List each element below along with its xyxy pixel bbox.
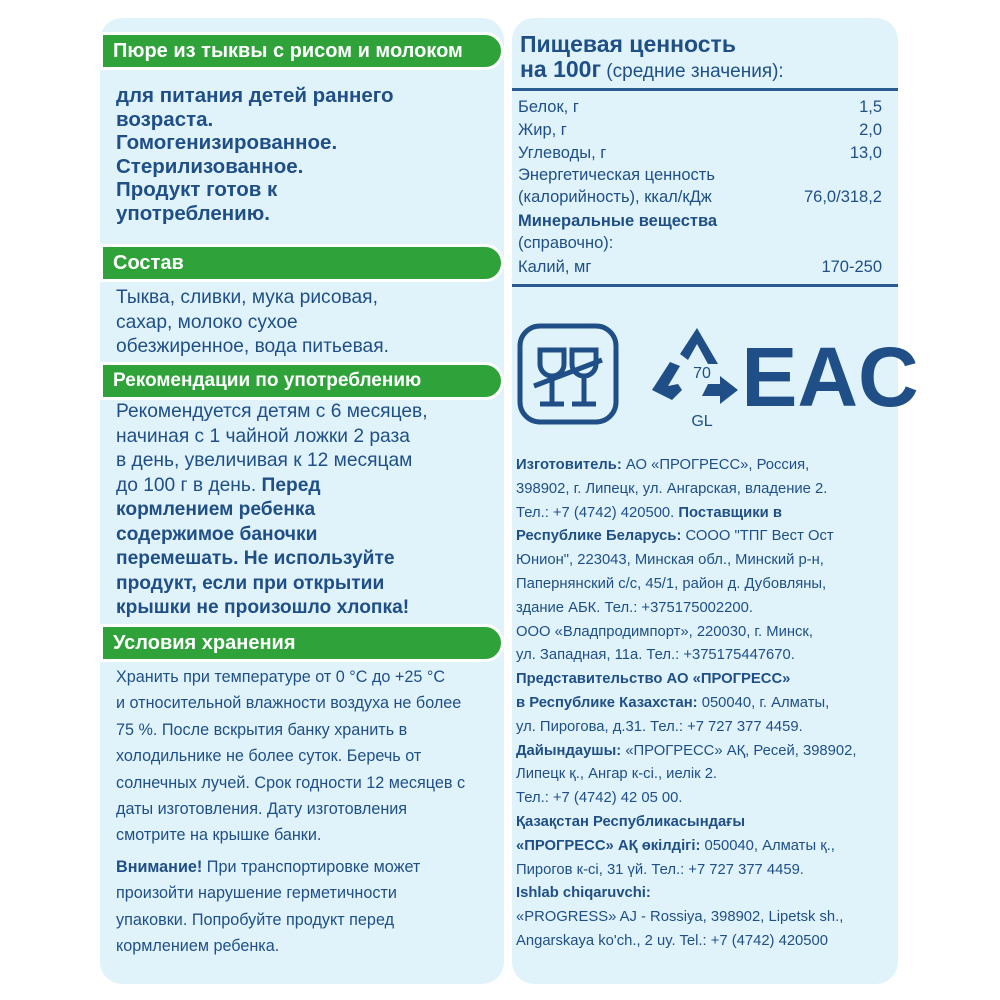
left-panel	[100, 18, 504, 984]
info-line	[516, 621, 894, 645]
info-line	[516, 716, 894, 740]
info-text: Тел.: +7 (4742) 420500.	[516, 504, 679, 521]
info-text: здание АБК. Тел.: +375175002200.	[516, 599, 753, 616]
storage-title: Условия хранения	[113, 632, 296, 654]
energy-value: 76,0/318,2	[804, 188, 882, 206]
warning-line: произойти нарушение герметичности	[116, 884, 397, 903]
info-bold: Қазақстан Республикасындағы	[516, 813, 746, 830]
recycle-code: GL	[691, 413, 713, 430]
nutrition-label: Жир, г	[518, 121, 567, 139]
marks-svg	[512, 320, 919, 430]
storage-line: и относительной влажности воздуха не более	[116, 694, 462, 713]
recommend-plain: до 100 г в день.	[116, 474, 262, 496]
recommend-text	[116, 400, 496, 621]
intro-line: Продукт готов к	[116, 178, 278, 201]
recommend-bold-line: продукт, если при открытии	[116, 572, 385, 594]
minerals-title: Минеральные вещества	[518, 212, 718, 230]
marking-icons	[512, 320, 919, 430]
storage-bar	[100, 624, 504, 662]
info-text: Папернянский с/с, 45/1, район д. Дубовляны,	[516, 575, 827, 592]
recommend-bold-line: крышки не произошло хлопка!	[116, 597, 410, 618]
info-line	[516, 787, 894, 811]
composition-line: сахар, молоко сухое	[116, 311, 298, 333]
intro-line: Гомогенизированное.	[116, 131, 338, 154]
info-text: «PROGRESS» AJ - Rossiya, 398902, Lipetsk sh.,	[516, 909, 844, 926]
composition-bar	[100, 244, 504, 282]
info-text: «ПРОГРЕСС» АҚ, Ресей, 398902,	[621, 742, 857, 759]
info-line	[516, 573, 894, 597]
potassium-label: Калий, мг	[518, 258, 592, 276]
composition-line: обезжиренное, вода питьевая.	[116, 336, 389, 357]
nutrition-rule-top	[512, 88, 898, 91]
right-panel	[512, 18, 919, 984]
manufacturer-info	[516, 454, 894, 954]
nutrition-rule-bottom	[512, 284, 898, 287]
nutrition-note: (средние значения):	[601, 61, 784, 82]
intro-line: Стерилизованное.	[116, 154, 304, 178]
intro-line: для питания детей раннего	[116, 84, 394, 107]
info-line	[516, 502, 894, 526]
nutrition-row	[518, 142, 886, 164]
energy-label: Энергетическая ценность	[518, 166, 715, 184]
info-text: 050040, Алматы қ.,	[700, 837, 835, 854]
info-text: 398902, г. Липецк, ул. Ангарская, владение 2.	[516, 480, 828, 497]
energy-row	[518, 164, 886, 208]
info-bold: «ПРОГРЕСС» АҚ өкілдігі:	[516, 837, 701, 854]
product-title: Пюре из тыквы с рисом и молоком	[113, 40, 463, 62]
info-bold: Республике Беларусь:	[516, 528, 682, 545]
composition-line: Тыква, сливки, мука рисовая,	[116, 287, 378, 308]
info-bold: Поставщики в	[678, 504, 782, 521]
nutrition-row	[518, 96, 886, 118]
nutrition-label: Белок, г	[518, 98, 579, 116]
storage-line: смотрите на крышке банки.	[116, 826, 322, 845]
info-line	[516, 549, 894, 573]
recommend-bar	[100, 362, 504, 400]
composition-title: Состав	[113, 252, 184, 274]
warning-line: кормлением ребенка.	[116, 937, 280, 956]
intro-line: возраста.	[116, 107, 214, 131]
info-text: ул. Западная, 11а. Тел.: +375175447670.	[516, 647, 795, 664]
recommend-bold-line: кормлением ребенка	[116, 499, 316, 520]
minerals-note: (справочно):	[518, 234, 614, 252]
info-bold: Ishlab chiqaruvchi:	[516, 885, 651, 902]
info-line	[516, 597, 894, 621]
info-text: Тел.: +7 (4742) 42 05 00.	[516, 790, 683, 807]
storage-line: Хранить при температуре от 0 °С до +25 °С	[116, 668, 446, 686]
info-text: Липецк қ., Ангар к-сі., иелік 2.	[516, 766, 718, 783]
food-contact-icon	[520, 326, 616, 422]
storage-line: холодильнике не более суток. Беречь от	[116, 747, 422, 766]
warning-line: упаковки. Попробуйте продукт перед	[116, 910, 395, 929]
info-text: 050040, г. Алматы,	[697, 694, 830, 711]
nutrition-title-line: Пищевая ценность	[520, 31, 736, 57]
energy-label: (калорийность), ккал/кДж	[518, 188, 712, 206]
nutrition-per: на 100г	[520, 56, 602, 82]
composition-text	[116, 286, 496, 360]
storage-text	[116, 664, 496, 849]
info-line	[516, 763, 894, 787]
info-line	[516, 525, 894, 549]
warning-first: При транспортировке может	[202, 858, 421, 876]
info-line	[516, 811, 894, 835]
nutrition-value: 1,5	[859, 98, 882, 116]
recommend-bold-line: содержимое баночки	[116, 523, 318, 545]
info-line	[516, 692, 894, 716]
storage-line: даты изготовления. Дату изготовления	[116, 800, 408, 819]
info-line	[516, 906, 894, 930]
info-line	[516, 668, 894, 692]
intro-line: употреблению.	[116, 201, 270, 225]
info-text: ООО «Владпродимпорт», 220030, г. Минск,	[516, 623, 813, 640]
nutrition-value: 13,0	[849, 144, 882, 162]
info-line	[516, 882, 894, 906]
warning-label: Внимание!	[116, 858, 203, 876]
info-text: Angarskaya ko'ch., 2 uy. Tel.: +7 (4742) 420500	[516, 932, 828, 949]
recommend-line: Рекомендуется детям с 6 месяцев,	[116, 401, 428, 422]
nutrition-value: 2,0	[859, 121, 882, 139]
recommend-line	[116, 474, 496, 499]
warning-text	[116, 854, 496, 960]
info-line	[516, 930, 894, 954]
info-line	[516, 835, 894, 859]
nutrition-row	[518, 119, 886, 141]
storage-line: 75 %. После вскрытия банку хранить в	[116, 720, 408, 739]
nutrition-title-line	[520, 57, 890, 84]
product-intro	[116, 84, 496, 225]
info-text: Пирогов к-сі, 31 үй. Тел.: +7 727 377 4459.	[516, 861, 804, 878]
potassium-row	[518, 256, 886, 278]
info-line	[516, 740, 894, 764]
info-text: АО «ПРОГРЕСС», Россия,	[621, 457, 810, 473]
info-bold: Представительство АО «ПРОГРЕСС»	[516, 671, 791, 688]
info-text: ул. Пирогова, д.31. Тел.: +7 727 377 4459.	[516, 718, 803, 735]
eac-mark: EAC	[741, 330, 919, 424]
info-bold: Дайындаушы:	[516, 742, 622, 759]
nutrition-label: Углеводы, г	[518, 144, 607, 162]
storage-line: солнечных лучей. Срок годности 12 месяцев с	[116, 773, 466, 792]
recycle-number: 70	[693, 365, 711, 382]
recommend-line: начиная с 1 чайной ложки 2 раза	[116, 425, 410, 447]
info-bold: Изготовитель:	[516, 457, 622, 473]
info-line	[516, 478, 894, 502]
info-line	[516, 644, 894, 668]
recommend-bold-line: перемешать. Не используйте	[116, 548, 395, 569]
info-line	[516, 859, 894, 883]
nutrition-title	[520, 32, 890, 84]
potassium-value: 170-250	[821, 258, 882, 276]
recommend-bold: Перед	[261, 474, 321, 496]
recommend-line: в день, увеличивая к 12 месяцам	[116, 450, 413, 471]
warning-line	[116, 854, 496, 880]
info-bold: в Республике Казахстан:	[516, 694, 698, 711]
info-line	[516, 454, 894, 478]
product-title-bar	[100, 32, 504, 70]
info-text: СООО "ТПГ Вест Ост	[681, 528, 834, 545]
recommend-title: Рекомендации по употреблению	[113, 370, 422, 391]
info-text: Юнион", 223043, Минская обл., Минский р-н,	[516, 552, 824, 569]
